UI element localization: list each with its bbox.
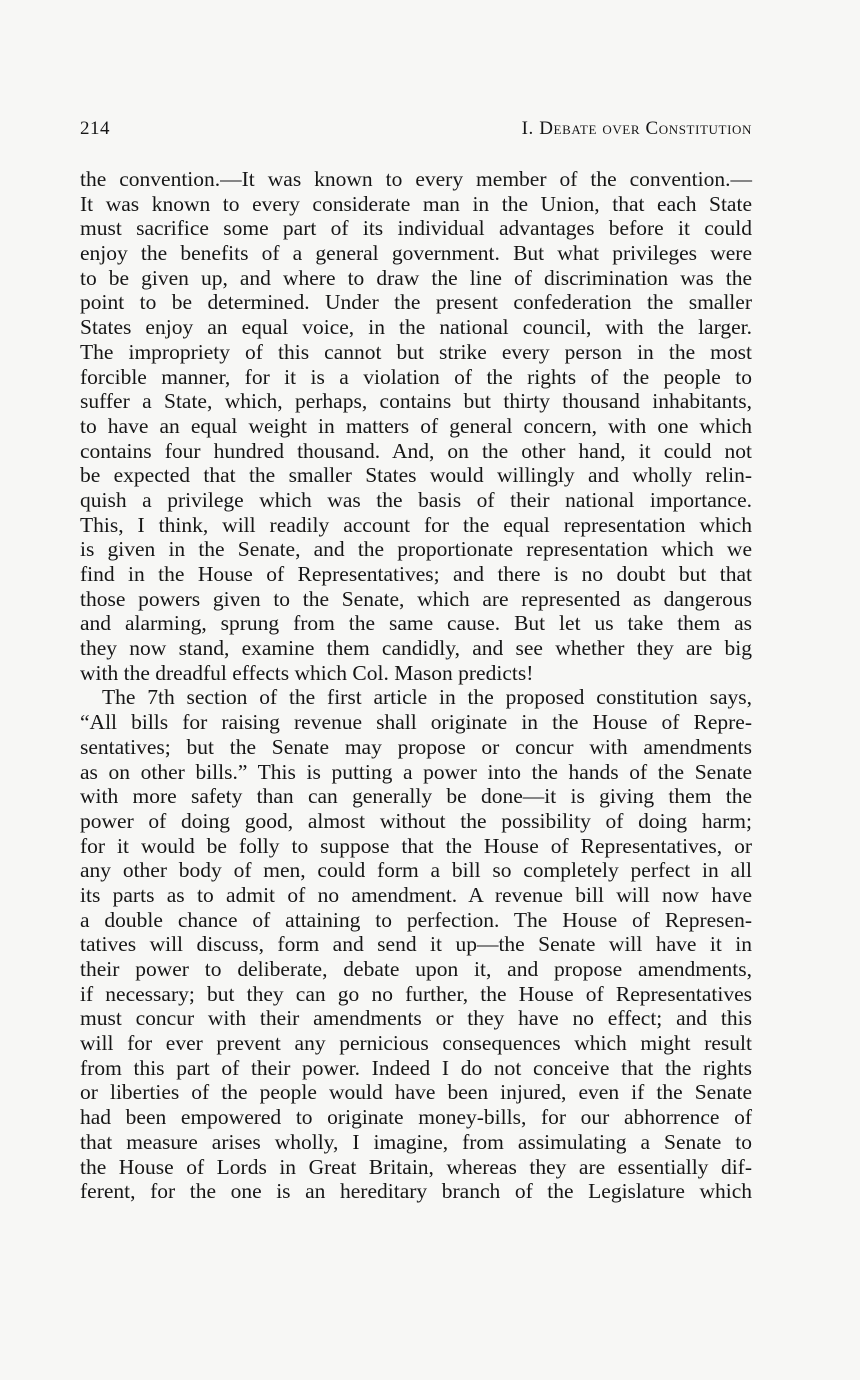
text-line: had been empowered to originate money-bills, for our abhorrence of — [80, 1105, 752, 1130]
text-line: is given in the Senate, and the proportionate representation which we — [80, 537, 752, 562]
text-line: tatives will discuss, form and send it up—the Senate will have it in — [80, 932, 752, 957]
text-line: to have an equal weight in matters of general concern, with one which — [80, 413, 752, 438]
text-line: must concur with their amendments or they have no effect; and this — [80, 1006, 752, 1031]
text-line: States enjoy an equal voice, in the national council, with the larger. — [80, 315, 752, 340]
text-line: from this part of their power. Indeed I do not conceive that the rights — [80, 1055, 752, 1080]
paragraph — [80, 685, 752, 1203]
body-text — [80, 167, 752, 1204]
text-line: a double chance of attaining to perfection. The House of Represen- — [80, 907, 752, 932]
text-line: and alarming, sprung from the same cause. But let us take them as — [80, 611, 752, 636]
page-header — [80, 118, 752, 144]
text-line: sentatives; but the Senate may propose or concur with amendments — [80, 734, 752, 759]
text-line: contains four hundred thousand. And, on the other hand, it could not — [80, 438, 752, 463]
text-line: will for ever prevent any pernicious consequences which might result — [80, 1031, 752, 1056]
text-line: their power to deliberate, debate upon it, and propose amendments, — [80, 957, 752, 981]
text-line: they now stand, examine them candidly, and see whether they are big — [80, 636, 752, 661]
text-line: enjoy the benefits of a general government. But what privileges were — [80, 241, 752, 266]
text-line: must sacrifice some part of its individual advantages before it could — [80, 216, 752, 241]
text-line: be expected that the smaller States would willingly and wholly relin- — [80, 463, 752, 488]
text-line: with the dreadful effects which Col. Mason predicts! — [80, 660, 534, 685]
text-line: This, I think, will readily account for the equal representation which — [80, 512, 752, 537]
text-line: that measure arises wholly, I imagine, from assimulating a Senate to — [80, 1129, 752, 1154]
text-line: or liberties of the people would have been injured, even if the Senate — [80, 1080, 752, 1105]
text-line: quish a privilege which was the basis of their national importance. — [80, 487, 752, 512]
text-line: ferent, for the one is an hereditary branch of the Legislature which — [80, 1179, 752, 1204]
text-line: The impropriety of this cannot but strike every person in the most — [80, 339, 752, 364]
text-line: find in the House of Representatives; and there is no doubt but that — [80, 562, 752, 586]
text-line: to be given up, and where to draw the line of discrimination was the — [80, 265, 752, 290]
text-line: the House of Lords in Great Britain, whereas they are essentially dif- — [80, 1154, 752, 1179]
text-line: if necessary; but they can go no further, the House of Representatives — [80, 981, 752, 1006]
text-line: The 7th section of the first article in the proposed constitution says, — [102, 685, 752, 710]
text-line: those powers given to the Senate, which are represented as dangerous — [80, 586, 752, 611]
text-line: suffer a State, which, perhaps, contains but thirty thousand inhabitants, — [80, 389, 752, 414]
text-line: forcible manner, for it is a violation of the rights of the people to — [80, 364, 752, 389]
text-line: It was known to every considerate man in the Union, that each State — [80, 191, 752, 216]
text-line: point to be determined. Under the present confederation the smaller — [80, 290, 752, 315]
text-line: as on other bills.” This is putting a power into the hands of the Senate — [80, 759, 752, 784]
text-line: power of doing good, almost without the possibility of doing harm; — [80, 808, 752, 833]
text-line: its parts as to admit of no amendment. A revenue bill will now have — [80, 882, 752, 907]
text-line: with more safety than can generally be done—it is giving them the — [80, 784, 752, 809]
running-head: I. Debate over Constitution — [521, 118, 752, 139]
page-number: 214 — [80, 118, 110, 139]
text-line: for it would be folly to suppose that the House of Representatives, or — [80, 833, 752, 858]
text-line: the convention.—It was known to every member of the convention.— — [80, 167, 752, 191]
text-line: any other body of men, could form a bill so completely perfect in all — [80, 858, 752, 883]
text-line: “All bills for raising revenue shall originate in the House of Repre- — [80, 710, 752, 735]
paragraph — [80, 167, 752, 685]
